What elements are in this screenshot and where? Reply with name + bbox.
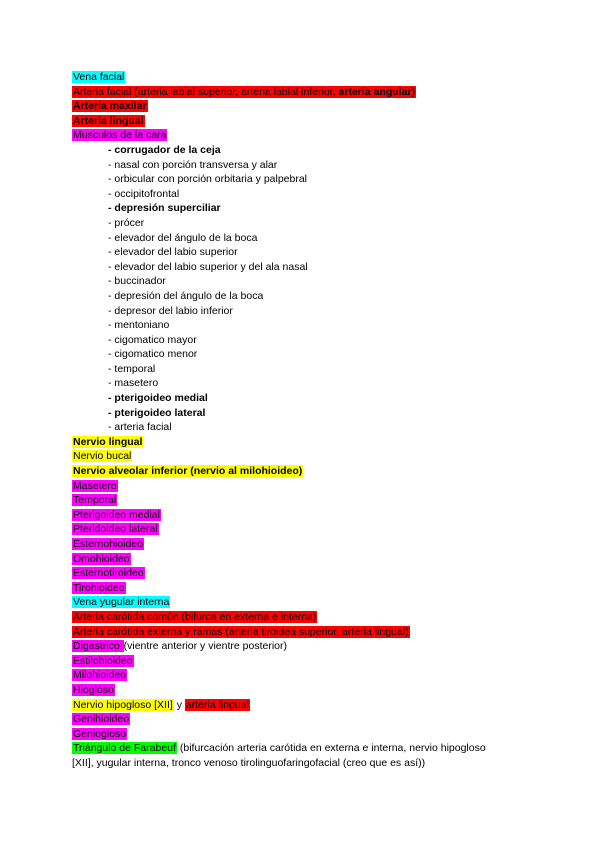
line-nervio-alveolar <box>72 464 542 479</box>
line-nervio-lingual <box>72 435 542 450</box>
line-milohioideo <box>72 668 542 683</box>
text-musculos-cara: Musculos de la cara <box>73 129 167 142</box>
text-omohioideo: Omohioideo <box>73 552 130 565</box>
list-item: - occipitofrontal <box>108 187 180 200</box>
list-item: - cigomatico mayor <box>108 333 197 346</box>
text-hiogloso: Hiogloso <box>73 683 114 696</box>
list-item: - elevador del labio superior y del ala nasal <box>108 260 308 273</box>
line-masetero <box>72 479 542 494</box>
line-geniogloso <box>72 727 542 742</box>
list-item: - elevador del labio superior <box>108 246 238 259</box>
list-item: - mentoniano <box>108 319 170 332</box>
list-item: - buccinador <box>108 275 166 288</box>
line-digastrico <box>72 639 542 654</box>
text-digastrico-detail: (vientre anterior y vientre posterior) <box>123 640 288 653</box>
line-nervio-bucal <box>72 449 542 464</box>
list-item: - orbicular con porción orbitaria y palpebral <box>108 173 308 186</box>
text-triangulo-detail-cont: [XII], yugular interna, tronco venoso tirolinguofaringofacial (creo que es así)) <box>72 756 426 769</box>
text-esternotiroideo: Esternotiroideo <box>73 567 144 580</box>
list-item: - prócer <box>108 216 145 229</box>
list-item: - cigomatico menor <box>108 348 198 361</box>
text-geniogloso: Geniogloso <box>73 727 127 740</box>
text-triangulo-detail: (bifurcación arteria carótida en externa e interna, nervio hipogloso <box>176 742 486 755</box>
text-arteria-lingual-2: arteria lingual <box>185 698 249 711</box>
list-item: - masetero <box>108 377 159 390</box>
text-pterigoideo-medial: Pterigoideo medial <box>73 508 160 521</box>
line-pterigoideo-medial <box>72 508 542 523</box>
line-omohioideo <box>72 552 542 567</box>
text-nervio-lingual: Nervio lingual <box>73 435 143 448</box>
text-temporal: Temporal <box>73 494 117 507</box>
text-triangulo-farabeuf: Triángulo de Farabeuf <box>73 742 176 755</box>
list-item: - depresión superciliar <box>108 202 221 215</box>
line-temporal <box>72 493 542 508</box>
line-triangulo-cont <box>72 756 542 771</box>
line-arteria-lingual <box>72 114 542 129</box>
line-esternotiroideo <box>72 566 542 581</box>
text-tirohioideo: Tirohioideo <box>73 581 125 594</box>
line-esternohioideo <box>72 537 542 552</box>
text-estilohioideo: Estilohioideo <box>73 654 133 667</box>
text-nervio-hipogloso: Nervio hipogloso [XII] <box>73 698 173 711</box>
list-item: - depresor del labio inferior <box>108 304 233 317</box>
list-item: - elevador del ángulo de la boca <box>108 231 258 244</box>
list-item: - pterigoideo lateral <box>108 406 206 419</box>
line-triangulo <box>72 741 542 756</box>
list-item: - temporal <box>108 362 156 375</box>
text-carotida-externa: Arteria carótida externa y ramas (arteria tiroidea superior, arteria lingual) <box>73 625 409 638</box>
text-nervio-alveolar: Nervio alveolar inferior (nervio al milohioideo) <box>73 465 303 478</box>
text-carotida-comun: Arteria carótida común (bifurca en externa e interna) <box>73 610 317 623</box>
text-arteria-lingual: Arteria lingual <box>73 114 144 127</box>
line-tirohioideo <box>72 581 542 596</box>
text-masetero: Masetero <box>73 479 117 492</box>
list-item: - arteria facial <box>108 421 172 434</box>
text-digastrico: Digastrico <box>73 640 123 653</box>
list-item: - nasal con porción transversa y alar <box>108 158 278 171</box>
document-page <box>72 70 542 771</box>
text-arteria-maxilar: Arteria maxilar <box>73 100 147 113</box>
line-hiogloso <box>72 683 542 698</box>
line-arteria-maxilar <box>72 99 542 114</box>
text-nervio-bucal: Nervio bucal <box>73 450 132 463</box>
text-arteria-facial <box>72 86 416 98</box>
text-milohioideo: Milohioideo <box>73 669 127 682</box>
text-arteria-angular: arteria angular) <box>338 85 415 98</box>
text-pteridoideo-lateral: Pteridoideo lateral <box>73 523 158 536</box>
text-genihioideo: Genihioideo <box>73 713 130 726</box>
text-vena-yugular: Vena yugular interna <box>73 596 170 609</box>
line-musculos-cara <box>72 128 542 143</box>
line-carotida-comun <box>72 610 542 625</box>
line-nervio-hipogloso <box>72 698 542 713</box>
text-conjunction: y <box>173 698 185 711</box>
text-arteria-facial-branches: Arteria facial (arteria labial superior, arteria labial inferior, <box>73 85 339 98</box>
text-vena-facial: Vena facial <box>73 71 125 83</box>
line-arteria-facial <box>72 85 542 100</box>
text-esternohioideo: Esternohioideo <box>73 538 144 550</box>
line-estilohioideo <box>72 654 542 669</box>
line-genihioideo <box>72 712 542 727</box>
list-item: - corrugador de la ceja <box>108 143 221 156</box>
line-pteridoideo-lateral <box>72 522 542 537</box>
line-vena-yugular <box>72 595 542 610</box>
line-vena-facial <box>72 70 542 85</box>
line-carotida-externa <box>72 625 542 640</box>
list-item: - depresión del ángulo de la boca <box>108 289 264 302</box>
list-item: - pterigoideo medial <box>108 392 208 405</box>
